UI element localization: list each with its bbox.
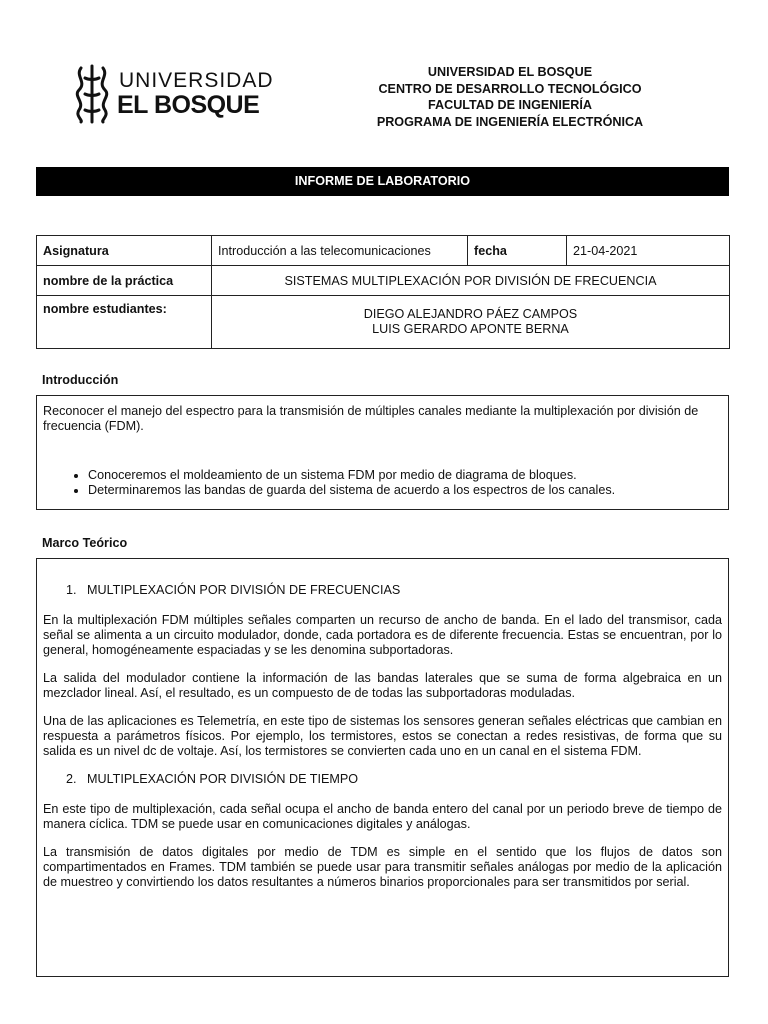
university-crest-icon — [73, 64, 111, 124]
practica-label: nombre de la práctica — [37, 266, 212, 296]
practica-value: SISTEMAS MULTIPLEXACIÓN POR DIVISIÓN DE FRECUENCIA — [212, 266, 730, 296]
intro-text: Reconocer el manejo del espectro para la transmisión de múltiples canales mediante la multiplexación por división de frecuencia (FDM). — [43, 404, 699, 433]
paragraph: La transmisión de datos digitales por medio de TDM es simple en el sentido que los flujos de datos son compartimentados en Frames. TDM también se puede usar para transmitir señales análogas por medio de la aplicación de muestreo y convirtiendo los datos resultantes a números binarios proporcionales para ser transmitidos por serial. — [43, 845, 722, 889]
intro-bullets — [43, 468, 722, 498]
paragraph: En este tipo de multiplexación, cada señal ocupa el ancho de banda entero del canal por un periodo breve de tiempo de manera cíclica. TDM se puede usar en comunicaciones digitales y análogas. — [43, 802, 722, 831]
marco-title: Marco Teórico — [42, 536, 128, 550]
paragraph: En la multiplexación FDM múltiples señales comparten un recurso de ancho de banda. En el lado del transmisor, cada señal se alimenta a un circuito modulador, donde, cada portadora es de diferente frecuencia. Estas se encuentran, por lo general, homogéneamente espaciadas y se les denomina subportadoras. — [43, 613, 722, 657]
report-title-banner: INFORME DE LABORATORIO — [36, 167, 729, 196]
fecha-value: 21-04-2021 — [567, 236, 730, 266]
student-name: LUIS GERARDO APONTE BERNA — [372, 322, 569, 336]
table-row — [37, 236, 730, 266]
marco-box — [36, 558, 729, 977]
list-item: • Conoceremos el moldeamiento de un sistema FDM por medio de diagrama de bloques. — [88, 468, 722, 483]
list-item: • Determinaremos las bandas de guarda del sistema de acuerdo a los espectros de los canales. — [88, 483, 722, 498]
fecha-label: fecha — [468, 236, 567, 266]
institution-line: PROGRAMA DE INGENIERÍA ELECTRÓNICA — [376, 114, 644, 129]
institution-line: UNIVERSIDAD EL BOSQUE — [427, 65, 593, 79]
asignatura-label: Asignatura — [37, 236, 212, 266]
info-table — [36, 235, 730, 349]
logo-text-el-bosque: EL BOSQUE — [117, 91, 260, 119]
intro-title: Introducción — [42, 373, 119, 387]
logo-text-universidad: UNIVERSIDAD — [119, 69, 274, 92]
table-row — [37, 266, 730, 296]
table-row — [37, 296, 730, 349]
university-logo — [73, 64, 273, 124]
institution-header — [340, 64, 680, 130]
asignatura-value: Introducción a las telecomunicaciones — [212, 236, 468, 266]
intro-box — [36, 395, 729, 510]
estudiantes-value — [212, 296, 730, 349]
paragraph: La salida del modulador contiene la información de las bandas laterales que se suma de forma algebraica en un mezclador lineal. Así, el resultado, es un compuesto de de todas las subportadoras moduladas. — [43, 671, 722, 700]
section-heading: 2. MULTIPLEXACIÓN POR DIVISIÓN DE TIEMPO — [66, 772, 359, 786]
section-heading: 1. MULTIPLEXACIÓN POR DIVISIÓN DE FRECUENCIAS — [66, 583, 401, 597]
paragraph: Una de las aplicaciones es Telemetría, en este tipo de sistemas los sensores generan señales eléctricas que cambian en respuesta a parámetros físicos. Por ejemplo, los termistores, estos se conectan a redes resistivas, de forma que su salida es un nivel dc de voltaje. Así, los termistores se convierten cada uno en un canal en el sistema FDM. — [43, 714, 722, 758]
student-name: DIEGO ALEJANDRO PÁEZ CAMPOS — [363, 307, 578, 321]
institution-line: FACULTAD DE INGENIERÍA — [428, 98, 592, 112]
institution-line: CENTRO DE DESARROLLO TECNOLÓGICO — [378, 81, 642, 96]
estudiantes-label: nombre estudiantes: — [37, 296, 212, 349]
